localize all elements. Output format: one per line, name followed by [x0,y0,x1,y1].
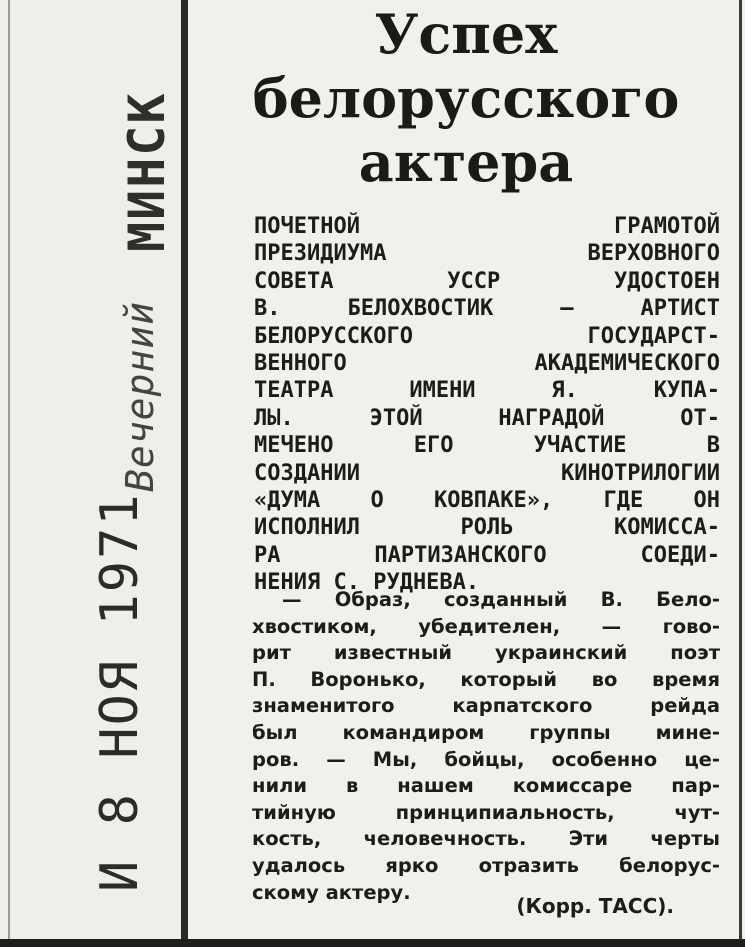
headline-line: Успех [374,2,558,66]
headline-line: актера [358,130,574,194]
body-line: знаменитого карпатского рейда [252,694,720,718]
body-line: удалось ярко отразить белорус- [252,853,720,877]
lead-line: СОЗДАНИИ КИНОТРИЛОГИИ [254,460,720,486]
lead-line: БЕЛОРУССКОГО ГОСУДАРСТ- [254,323,720,349]
lead-line: РА ПАРТИЗАНСКОГО СОЕДИ- [254,542,720,568]
stamp-city: МИНСК [118,91,176,252]
lead-line: В. БЕЛОХВОСТИК — АРТИСТ [254,296,720,322]
lead-line: ИСПОЛНИЛ РОЛЬ КОМИССА- [254,515,720,541]
lead-line: СОВЕТА УССР УДОСТОЕН [254,268,720,294]
body-line: — Образ, созданный В. Бело- [282,588,720,611]
headline [196,2,736,194]
stamp-date: И 8 НОЯ 1971 [90,492,150,892]
clipping-right-edge [739,0,742,947]
lead-line: ПРЕЗИДИУМА ВЕРХОВНОГО [254,241,720,267]
lead-line: ЛЫ. ЭТОЙ НАГРАДОЙ ОТ- [254,405,720,431]
lead-paragraph [254,213,720,597]
lead-line: ВЕННОГО АКАДЕМИЧЕСКОГО [254,351,720,377]
body-line: кость, человечность. Эти черты [252,827,720,851]
margin-edge [8,0,10,947]
press-credit: (Корр. ТАСС). [516,894,674,918]
body-line: ров. — Мы, бойцы, особенно це- [252,747,720,771]
lead-line: ТЕАТРА ИМЕНИ Я. КУПА- [254,378,720,404]
body-paragraph [252,587,720,906]
lead-line: НЕНИЯ С. РУДНЕВА. [254,570,480,596]
body-line: тийную принципиальность, чут- [252,800,720,824]
body-line: хвостиком, убедителен, — гово- [252,614,720,638]
article [196,0,736,940]
stamp-newspaper: Вечерний [118,300,162,492]
clipping-bottom-edge [0,939,745,947]
lead-line: ПОЧЕТНОЙ ГРАМОТОЙ [254,214,720,239]
body-line: был командиром группы мине- [252,720,720,744]
lead-line: МЕЧЕНО ЕГО УЧАСТИЕ В [254,433,720,459]
headline-line: белорусского [252,66,680,130]
body-line: нили в нашем комиссаре пар- [252,774,720,798]
stamp-margin [0,0,188,947]
clipping-left-edge [181,0,188,947]
body-line: рит известный украинский поэт [252,641,720,665]
body-line: скому актеру. [252,880,411,904]
body-line: П. Воронько, который во время [252,667,720,691]
lead-line: «ДУМА О КОВПАКЕ», ГДЕ ОН [254,488,720,514]
